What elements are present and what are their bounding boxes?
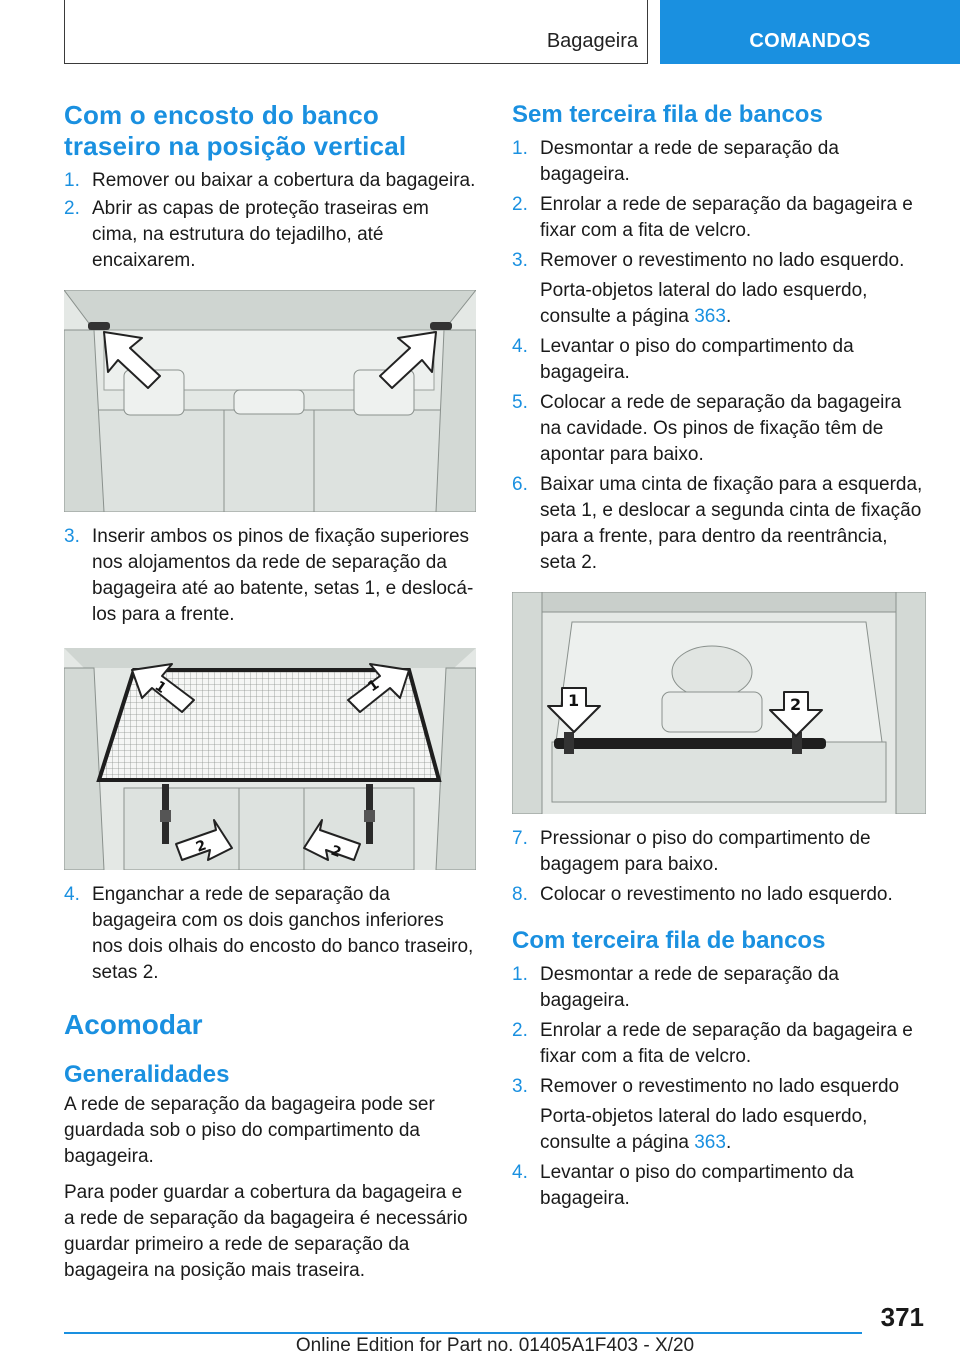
step-number: 3. [512,250,528,271]
paragraph: A rede de separação da bagageira pode ser guardada sob o piso do compartimento da bagageira. [64,1094,435,1167]
section-heading-vertical: Com o encosto do banco traseiro na posição vertical [64,100,407,161]
step-text: Inserir ambos os pinos de fixação superiores nos alojamentos da rede de separação da bagageira até ao batente, setas 1, e deslocá-los para a frente. [92,526,474,625]
step-number: 1. [64,170,80,191]
step-text: Colocar o revestimento no lado esquerdo. [540,884,893,905]
illustration-cargo-net [64,648,476,870]
step-item [512,192,926,244]
step-text: Pressionar o piso do compartimento de bagagem para baixo. [540,828,871,875]
step-number: 7. [512,828,528,849]
step-text: Desmontar a rede de separação da bagageira. [540,138,839,185]
svg-text:1: 1 [151,678,169,697]
step-item [64,196,476,274]
cross-reference-note [512,278,926,330]
paragraph: Para poder guardar a cobertura da bagageira e a rede de separação da bagageira é necessário guardar primeiro a rede de separação da bagageira na posição mais traseira. [64,1182,468,1281]
subheading-generalidades: Generalidades [64,1061,230,1088]
heading-acomodar: Acomodar [64,1009,203,1040]
step-text: Abrir as capas de proteção traseiras em cima, na estrutura do tejadilho, até encaixarem. [92,198,429,271]
step-text: Desmontar a rede de separação da bagageira. [540,964,839,1011]
illustration-headliner [64,290,476,512]
svg-text:2: 2 [328,842,344,862]
step-number: 5. [512,392,528,413]
step-number: 4. [512,336,528,357]
figure-net-install [64,648,476,870]
section-heading-without-third-row: Sem terceira fila de bancos [512,101,823,128]
step-number: 4. [64,884,80,905]
step-text: Colocar a rede de separação da bagageira na cavidade. Os pinos de fixação têm de apontar para baixo. [540,392,902,465]
note-text: Porta-objetos lateral do lado esquerdo, consulte a página [540,1106,868,1153]
footer-edition: Online Edition for Part no. 01405A1F403 - X/20 [295,1335,695,1356]
step-number: 2. [64,198,80,219]
step-text: Levantar o piso do compartimento da bagageira. [540,1162,854,1209]
step-item [64,168,476,194]
step-item [512,390,926,468]
note-text: Porta-objetos lateral do lado esquerdo, consulte a página [540,280,868,327]
step-number: 6. [512,474,528,495]
step-text: Remover o revestimento no lado esquerdo. [540,250,905,271]
note-end: . [725,1132,732,1153]
step-number: 1. [512,964,528,985]
svg-text:1: 1 [365,676,383,696]
step-number: 4. [512,1162,528,1183]
figure-headliner-covers [64,290,476,512]
footer-divider [64,1332,862,1334]
step-text: Remover o revestimento no lado esquerdo [540,1076,900,1097]
step-item [512,1018,926,1070]
step-item [512,136,926,188]
step-item [64,882,476,986]
page-link[interactable]: 363 [694,306,726,327]
step-item [512,1160,926,1212]
step-text: Levantar o piso do compartimento da bagageira. [540,336,854,383]
step-item [512,334,926,386]
step-text: Enganchar a rede de separação da bagageira com os dois ganchos inferiores nos dois olhais do encosto do banco traseiro, setas 2. [92,884,474,983]
step-number: 8. [512,884,528,905]
note-end: . [725,306,732,327]
right-column [512,100,926,1212]
step-number: 1. [512,138,528,159]
svg-text:2: 2 [790,695,802,714]
page-link[interactable]: 363 [694,1132,726,1153]
step-text: Enrolar a rede de separação da bagageira e fixar com a fita de velcro. [540,1020,913,1067]
figure-net-stowed [512,592,926,814]
step-number: 3. [512,1076,528,1097]
page-number: 371 [880,1302,924,1332]
step-item [512,472,926,576]
step-item [512,1074,926,1100]
step-item [64,524,476,628]
svg-text:2: 2 [193,837,209,856]
left-column [64,100,476,1284]
step-text: Enrolar a rede de separação da bagageira e fixar com a fita de velcro. [540,194,913,241]
step-item [512,882,926,908]
illustration-cargo-floor [512,592,926,814]
svg-text:1: 1 [568,691,580,710]
step-text: Baixar uma cinta de fixação para a esquerda, seta 1, e deslocar a segunda cinta de fixação para a frente, para dentro da reentrância, seta 2. [540,474,923,573]
cross-reference-note [512,1104,926,1156]
step-number: 2. [512,194,528,215]
step-item [512,962,926,1014]
section-title: Bagageira [546,30,638,52]
step-item [512,248,926,274]
step-number: 3. [64,526,80,547]
step-item [512,826,926,878]
section-heading-with-third-row: Com terceira fila de bancos [512,927,826,954]
step-text: Remover ou baixar a cobertura da bagageira. [92,170,476,191]
step-number: 2. [512,1020,528,1041]
chapter-tab[interactable]: COMANDOS [660,0,960,64]
